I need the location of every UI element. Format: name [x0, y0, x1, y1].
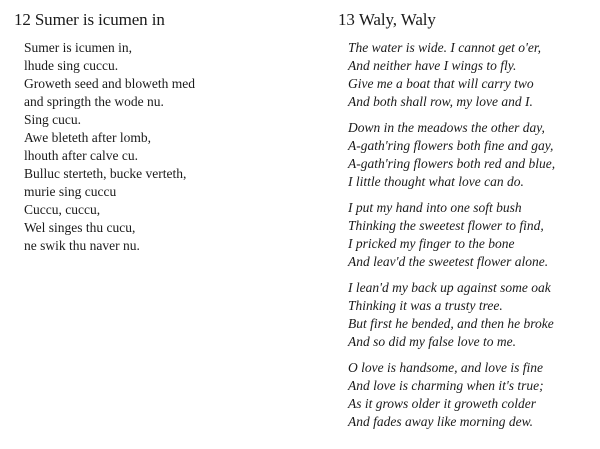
verse-line: But first he bended, and then he broke [348, 316, 554, 331]
verse-line: A-gath'ring flowers both fine and gay, [348, 138, 554, 153]
verse-line: Bulluc sterteth, bucke verteth, [24, 166, 187, 181]
poem-title: Waly, Waly [358, 10, 436, 29]
verse-line: And fades away like morning dew. [348, 414, 533, 429]
verse-line: Sumer is icumen in, [24, 40, 132, 55]
verse-line: ne swik thu naver nu. [24, 238, 140, 253]
verse-line: And leav'd the sweetest flower alone. [348, 254, 549, 269]
verse-line: The water is wide. I cannot get o'er, [348, 40, 541, 55]
verse-line: Thinking the sweetest flower to find, [348, 218, 544, 233]
verse-line: And so did my false love to me. [348, 334, 516, 349]
verse-line: Sing cucu. [24, 112, 81, 127]
stanza [24, 39, 195, 255]
poem-number: 13 [338, 10, 355, 29]
stanza [348, 199, 555, 271]
verse-line: And neither have I wings to fly. [348, 58, 517, 73]
verse-line: Down in the meadows the other day, [348, 120, 545, 135]
verse-line: I little thought what love can do. [348, 174, 524, 189]
poem-body [24, 39, 195, 263]
verse-line: And love is charming when it's true; [348, 378, 544, 393]
stanza [348, 119, 555, 191]
stanza [348, 279, 555, 351]
verse-line: I put my hand into one soft bush [348, 200, 522, 215]
verse-line: and springth the wode nu. [24, 94, 164, 109]
poem-header [14, 10, 314, 30]
stanza [348, 359, 555, 431]
verse-line: murie sing cuccu [24, 184, 117, 199]
verse-line: Thinking it was a trusty tree. [348, 298, 503, 313]
verse-line: Groweth seed and bloweth med [24, 76, 195, 91]
poem-number: 12 [14, 10, 31, 29]
poem-13 [338, 10, 594, 429]
verse-line: O love is handsome, and love is fine [348, 360, 543, 375]
stanza [348, 39, 555, 111]
poem-body [348, 39, 555, 439]
verse-line: Awe bleteth after lomb, [24, 130, 151, 145]
verse-line: A-gath'ring flowers both red and blue, [348, 156, 556, 171]
poem-header [338, 10, 594, 30]
verse-line: Cuccu, cuccu, [24, 202, 101, 217]
verse-line: Give me a boat that will carry two [348, 76, 534, 91]
poem-title: Sumer is icumen in [34, 10, 165, 29]
verse-line: And both shall row, my love and I. [348, 94, 533, 109]
verse-line: As it grows older it groweth colder [348, 396, 536, 411]
verse-line: lhude sing cuccu. [24, 58, 119, 73]
verse-line: I lean'd my back up against some oak [348, 280, 551, 295]
verse-line: lhouth after calve cu. [24, 148, 138, 163]
poem-12 [14, 10, 314, 253]
verse-line: I pricked my finger to the bone [348, 236, 515, 251]
verse-line: Wel singes thu cucu, [24, 220, 136, 235]
